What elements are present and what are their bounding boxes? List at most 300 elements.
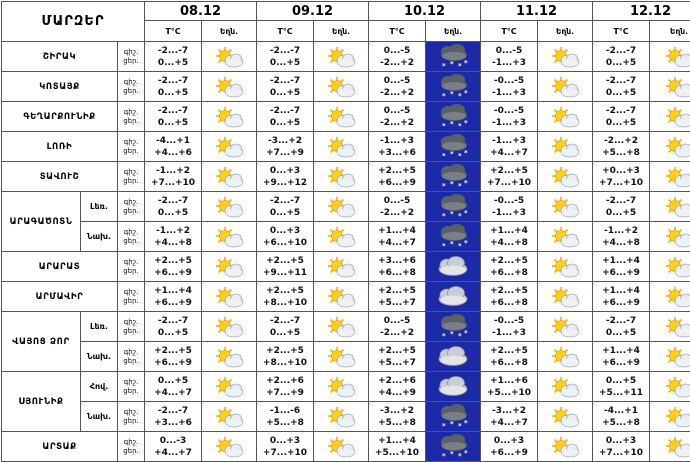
night-temp: +1...+4 (378, 225, 416, 236)
partly-sunny-icon (202, 375, 256, 399)
weather-cell (650, 162, 690, 192)
day-temp: +5...+10 (486, 387, 532, 398)
weather-cell (426, 342, 481, 372)
temperature-cell (145, 372, 202, 402)
weather-cell (650, 432, 690, 462)
temperature-cell (257, 102, 314, 132)
temperature-cell (481, 402, 538, 432)
temperature-cell (481, 72, 538, 102)
weather-cell (650, 192, 690, 222)
night-temp: 0...-3 (159, 435, 187, 446)
weather-col-header: Եղն. (314, 21, 369, 42)
night-temp: 0...-5 (383, 75, 411, 86)
svg-text:*: * (442, 211, 446, 220)
partly-sunny-icon (538, 165, 592, 189)
night-temp: -1...+3 (379, 135, 415, 146)
weather-cell (314, 282, 369, 312)
day-temp: -1...+3 (491, 87, 527, 98)
temperature-cell (257, 312, 314, 342)
weather-cell (314, 402, 369, 432)
day-night-label: գիշ. ցեր. (118, 162, 145, 192)
weather-col-header: Եղն. (426, 21, 481, 42)
svg-text:*: * (450, 449, 454, 458)
partly-sunny-icon (202, 195, 256, 219)
subregion-label: Լեռ. (81, 192, 118, 222)
day-temp: +5...+8 (378, 417, 416, 428)
night-temp: +1...+4 (378, 435, 416, 446)
cloud-icon (426, 374, 480, 400)
weather-cell (202, 282, 257, 312)
region-name: ԱՐՄԱՎԻՐ (2, 282, 118, 312)
partly-sunny-icon (202, 405, 256, 429)
snow-cloud-icon (426, 74, 480, 100)
region-name: ԱՐԱՐԱՏ (2, 252, 118, 282)
partly-sunny-icon (314, 285, 368, 309)
temp-col-header: T°C (257, 21, 314, 42)
weather-cell (426, 312, 481, 342)
date-header: 12.12 (593, 2, 690, 21)
day-temp: +6...+8 (490, 357, 528, 368)
day-temp: +6...+8 (378, 267, 416, 278)
night-temp: +2...+5 (154, 345, 192, 356)
weather-cell (314, 162, 369, 192)
night-temp: 0...-5 (383, 315, 411, 326)
weather-cell (202, 102, 257, 132)
night-temp: -2...-7 (269, 75, 301, 86)
temperature-cell (481, 192, 538, 222)
day-temp: +7...+10 (486, 177, 532, 188)
night-temp: +2...+5 (154, 255, 192, 266)
partly-sunny-icon (650, 315, 690, 339)
day-night-label: գիշ. ցեր. (118, 282, 145, 312)
night-temp: -0...-5 (493, 75, 525, 86)
weather-cell (650, 342, 690, 372)
day-temp: +9...+12 (262, 177, 308, 188)
day-night-label: գիշ. ցեր. (118, 72, 145, 102)
night-temp: +1...+4 (602, 345, 640, 356)
weather-cell (202, 192, 257, 222)
weather-cell (426, 402, 481, 432)
temperature-cell (593, 222, 650, 252)
weather-cell (202, 72, 257, 102)
weather-cell (538, 372, 593, 402)
night-temp: -0...-5 (493, 195, 525, 206)
night-temp: -4...+1 (603, 405, 639, 416)
day-temp: 0...+5 (605, 87, 637, 98)
weather-col-header: Եղն. (202, 21, 257, 42)
night-temp: -0...-5 (493, 315, 525, 326)
partly-sunny-icon (314, 435, 368, 459)
night-temp: -2...-7 (157, 195, 189, 206)
night-temp: +2...+5 (490, 345, 528, 356)
night-temp: +0...+3 (602, 165, 640, 176)
weather-cell (314, 372, 369, 402)
weather-cell (538, 432, 593, 462)
temperature-cell (481, 132, 538, 162)
date-header: 11.12 (481, 2, 593, 21)
temperature-cell (145, 102, 202, 132)
weather-cell (426, 222, 481, 252)
temperature-cell (369, 282, 426, 312)
night-temp: 0...-5 (383, 45, 411, 56)
temperature-cell (593, 102, 650, 132)
svg-text:*: * (458, 151, 462, 160)
partly-sunny-icon (202, 165, 256, 189)
day-temp: +7...+10 (598, 177, 644, 188)
night-temp: +2...+5 (378, 285, 416, 296)
night-temp: -3...+2 (267, 135, 303, 146)
day-temp: +4...+6 (154, 147, 192, 158)
temperature-cell (593, 312, 650, 342)
svg-text:*: * (450, 329, 454, 338)
partly-sunny-icon (650, 345, 690, 369)
temperature-cell (593, 132, 650, 162)
night-temp: -3...+2 (379, 405, 415, 416)
temperature-cell (369, 132, 426, 162)
svg-text:*: * (464, 178, 468, 187)
night-temp: -2...-7 (157, 315, 189, 326)
night-temp: -2...-7 (605, 45, 637, 56)
partly-sunny-icon (650, 375, 690, 399)
weather-col-header: Եղն. (538, 21, 593, 42)
temperature-cell (369, 312, 426, 342)
day-temp: +5...+10 (374, 447, 420, 458)
day-temp: +6...+9 (378, 177, 416, 188)
partly-sunny-icon (650, 405, 690, 429)
night-temp: +2...+5 (490, 255, 528, 266)
weather-cell (538, 222, 593, 252)
day-temp: +4...+8 (490, 237, 528, 248)
weather-cell (538, 72, 593, 102)
partly-sunny-icon (314, 45, 368, 69)
day-temp: +8...+10 (262, 357, 308, 368)
region-name: ԿՈՏԱՅՔ (2, 72, 118, 102)
day-temp: +4...+7 (490, 417, 528, 428)
partly-sunny-icon (314, 75, 368, 99)
partly-sunny-icon (650, 255, 690, 279)
temperature-cell (593, 252, 650, 282)
day-temp: 0...+5 (157, 57, 189, 68)
temperature-cell (369, 252, 426, 282)
temperature-cell (593, 42, 650, 72)
night-temp: +2...+5 (490, 285, 528, 296)
svg-text:*: * (442, 331, 446, 340)
day-temp: 0...+5 (605, 327, 637, 338)
day-temp: -2...+2 (379, 207, 415, 218)
weather-cell (202, 252, 257, 282)
temperature-cell (593, 162, 650, 192)
svg-text:*: * (464, 208, 468, 217)
night-temp: -2...-7 (605, 75, 637, 86)
day-night-label: գիշ. ցեր. (118, 372, 145, 402)
temperature-cell (257, 42, 314, 72)
svg-text:*: * (450, 179, 454, 188)
temperature-cell (369, 72, 426, 102)
day-temp: +3...+6 (154, 417, 192, 428)
date-header: 09.12 (257, 2, 369, 21)
weather-cell (202, 42, 257, 72)
svg-text:*: * (442, 91, 446, 100)
night-temp: 0...+3 (605, 435, 637, 446)
temperature-cell (257, 432, 314, 462)
svg-text:*: * (458, 61, 462, 70)
snow-cloud-icon (426, 44, 480, 70)
weather-cell (426, 282, 481, 312)
forecast-row (2, 402, 690, 432)
temperature-cell (257, 72, 314, 102)
day-temp: +4...+7 (154, 447, 192, 458)
day-temp: +6...+9 (602, 267, 640, 278)
night-temp: -1...+3 (491, 135, 527, 146)
weather-cell (650, 402, 690, 432)
partly-sunny-icon (650, 135, 690, 159)
night-temp: +1...+4 (154, 285, 192, 296)
day-temp: 0...+5 (605, 207, 637, 218)
svg-text:*: * (442, 151, 446, 160)
temperature-cell (145, 222, 202, 252)
day-temp: +6...+10 (262, 237, 308, 248)
partly-sunny-icon (202, 75, 256, 99)
temperature-cell (481, 432, 538, 462)
night-temp: -2...-7 (605, 315, 637, 326)
subregion-label: Նախ. (81, 342, 118, 372)
night-temp: +2...+5 (490, 165, 528, 176)
partly-sunny-icon (314, 405, 368, 429)
svg-text:*: * (442, 61, 446, 70)
night-temp: 0...+3 (269, 435, 301, 446)
day-temp: +5...+8 (266, 417, 304, 428)
svg-text:*: * (458, 421, 462, 430)
weather-cell (538, 192, 593, 222)
weather-cell (650, 252, 690, 282)
svg-text:*: * (464, 88, 468, 97)
day-temp: +7...+9 (266, 387, 304, 398)
svg-text:*: * (464, 148, 468, 157)
temperature-cell (593, 192, 650, 222)
day-temp: 0...+5 (269, 327, 301, 338)
day-temp: +4...+8 (602, 237, 640, 248)
partly-sunny-icon (202, 105, 256, 129)
weather-cell (538, 402, 593, 432)
partly-sunny-icon (538, 195, 592, 219)
weather-cell (538, 162, 593, 192)
forecast-row (2, 372, 690, 402)
snow-cloud-icon (426, 134, 480, 160)
svg-text:*: * (442, 121, 446, 130)
temperature-cell (145, 72, 202, 102)
day-temp: 0...+5 (269, 87, 301, 98)
svg-text:*: * (458, 181, 462, 190)
night-temp: -2...-7 (269, 45, 301, 56)
temperature-cell (593, 282, 650, 312)
temperature-cell (369, 222, 426, 252)
night-temp: +2...+5 (266, 285, 304, 296)
snow-cloud-icon (426, 404, 480, 430)
night-temp: +1...+4 (490, 225, 528, 236)
partly-sunny-icon (650, 435, 690, 459)
regions-header: ՄԱՐԶԵՐ (2, 2, 145, 42)
svg-text:*: * (450, 239, 454, 248)
day-temp: +5...+7 (378, 357, 416, 368)
forecast-row (2, 282, 690, 312)
night-temp: 0...-5 (383, 105, 411, 116)
temperature-cell (257, 252, 314, 282)
weather-cell (314, 102, 369, 132)
day-temp: +6...+9 (154, 357, 192, 368)
night-temp: +3...+6 (378, 255, 416, 266)
day-temp: +7...+10 (598, 447, 644, 458)
temperature-cell (369, 342, 426, 372)
day-temp: +4...+7 (490, 147, 528, 158)
partly-sunny-icon (538, 75, 592, 99)
forecast-row (2, 312, 690, 342)
day-night-label: գիշ. ցեր. (118, 432, 145, 462)
partly-sunny-icon (538, 405, 592, 429)
temperature-cell (481, 282, 538, 312)
day-temp: -1...+3 (491, 207, 527, 218)
partly-sunny-icon (314, 315, 368, 339)
svg-text:*: * (464, 118, 468, 127)
day-night-label: գիշ. ցեր. (118, 132, 145, 162)
weather-cell (538, 42, 593, 72)
temperature-cell (257, 222, 314, 252)
night-temp: +2...+5 (266, 345, 304, 356)
night-temp: 0...+3 (269, 165, 301, 176)
svg-text:*: * (458, 211, 462, 220)
svg-text:*: * (464, 418, 468, 427)
region-name: ԳԵՂԱՐՔՈՒՆԻՔ (2, 102, 118, 132)
temp-col-header: T°C (369, 21, 426, 42)
svg-text:*: * (450, 149, 454, 158)
weather-cell (650, 132, 690, 162)
weather-cell (202, 372, 257, 402)
weather-cell (202, 432, 257, 462)
partly-sunny-icon (314, 165, 368, 189)
day-temp: 0...+5 (157, 207, 189, 218)
night-temp: -2...-7 (157, 45, 189, 56)
partly-sunny-icon (314, 135, 368, 159)
partly-sunny-icon (538, 315, 592, 339)
night-temp: +2...+6 (266, 375, 304, 386)
day-night-label: գիշ. ցեր. (118, 222, 145, 252)
night-temp: +2...+5 (378, 345, 416, 356)
temperature-cell (369, 162, 426, 192)
day-temp: +6...+8 (490, 297, 528, 308)
day-temp: +5...+8 (602, 417, 640, 428)
temperature-cell (257, 342, 314, 372)
day-temp: 0...+5 (605, 117, 637, 128)
temperature-cell (481, 342, 538, 372)
region-name: ԱՐՏԱՔ (2, 432, 118, 462)
weather-cell (538, 282, 593, 312)
svg-text:*: * (442, 181, 446, 190)
temperature-cell (369, 402, 426, 432)
svg-text:*: * (450, 89, 454, 98)
weather-cell (314, 432, 369, 462)
weather-cell (314, 312, 369, 342)
svg-text:*: * (464, 448, 468, 457)
weather-cell (426, 162, 481, 192)
forecast-row (2, 162, 690, 192)
day-temp: -2...+2 (379, 87, 415, 98)
temp-col-header: T°C (145, 21, 202, 42)
day-temp: -2...+2 (379, 117, 415, 128)
day-temp: 0...+5 (157, 327, 189, 338)
temperature-cell (145, 312, 202, 342)
snow-cloud-icon (426, 314, 480, 340)
night-temp: +1...+4 (602, 255, 640, 266)
cloud-icon (426, 284, 480, 310)
day-temp: +5...+8 (602, 147, 640, 158)
weather-cell (202, 162, 257, 192)
partly-sunny-icon (538, 375, 592, 399)
day-temp: +4...+9 (378, 387, 416, 398)
temperature-cell (481, 102, 538, 132)
day-temp: 0...+5 (269, 57, 301, 68)
day-temp: +4...+7 (154, 387, 192, 398)
temperature-cell (257, 372, 314, 402)
day-temp: +6...+8 (490, 267, 528, 278)
temperature-cell (593, 342, 650, 372)
temperature-cell (369, 372, 426, 402)
partly-sunny-icon (650, 165, 690, 189)
night-temp: 0...+3 (269, 225, 301, 236)
weather-cell (426, 372, 481, 402)
day-temp: +4...+8 (154, 237, 192, 248)
weather-cell (538, 342, 593, 372)
day-temp: -1...+3 (491, 57, 527, 68)
day-temp: 0...+5 (269, 207, 301, 218)
weather-cell (426, 42, 481, 72)
svg-text:*: * (464, 58, 468, 67)
day-temp: 0...+5 (157, 87, 189, 98)
day-temp: +9...+11 (262, 267, 308, 278)
svg-text:*: * (458, 121, 462, 130)
partly-sunny-icon (538, 105, 592, 129)
day-night-label: գիշ. ցեր. (118, 42, 145, 72)
day-temp: -1...+3 (491, 327, 527, 338)
day-temp: +7...+10 (262, 447, 308, 458)
day-night-label: գիշ. ցեր. (118, 252, 145, 282)
snow-cloud-icon (426, 194, 480, 220)
partly-sunny-icon (650, 45, 690, 69)
day-temp: 0...+5 (605, 57, 637, 68)
temperature-cell (593, 372, 650, 402)
partly-sunny-icon (314, 255, 368, 279)
weather-cell (650, 42, 690, 72)
cloud-icon (426, 344, 480, 370)
partly-sunny-icon (538, 255, 592, 279)
snow-cloud-icon (426, 434, 480, 460)
forecast-row (2, 102, 690, 132)
day-temp: -2...+2 (379, 327, 415, 338)
day-temp: +6...+9 (154, 297, 192, 308)
weather-cell (538, 252, 593, 282)
temp-col-header: T°C (481, 21, 538, 42)
partly-sunny-icon (650, 285, 690, 309)
day-temp: +7...+10 (150, 177, 196, 188)
snow-cloud-icon (426, 104, 480, 130)
night-temp: -2...-7 (269, 105, 301, 116)
day-temp: +6...+9 (154, 267, 192, 278)
weather-cell (650, 222, 690, 252)
weather-cell (314, 222, 369, 252)
subregion-label: Լեռ. (81, 312, 118, 342)
partly-sunny-icon (202, 225, 256, 249)
snow-cloud-icon (426, 224, 480, 250)
night-temp: +2...+5 (378, 165, 416, 176)
weather-col-header: Եղն. (650, 21, 690, 42)
